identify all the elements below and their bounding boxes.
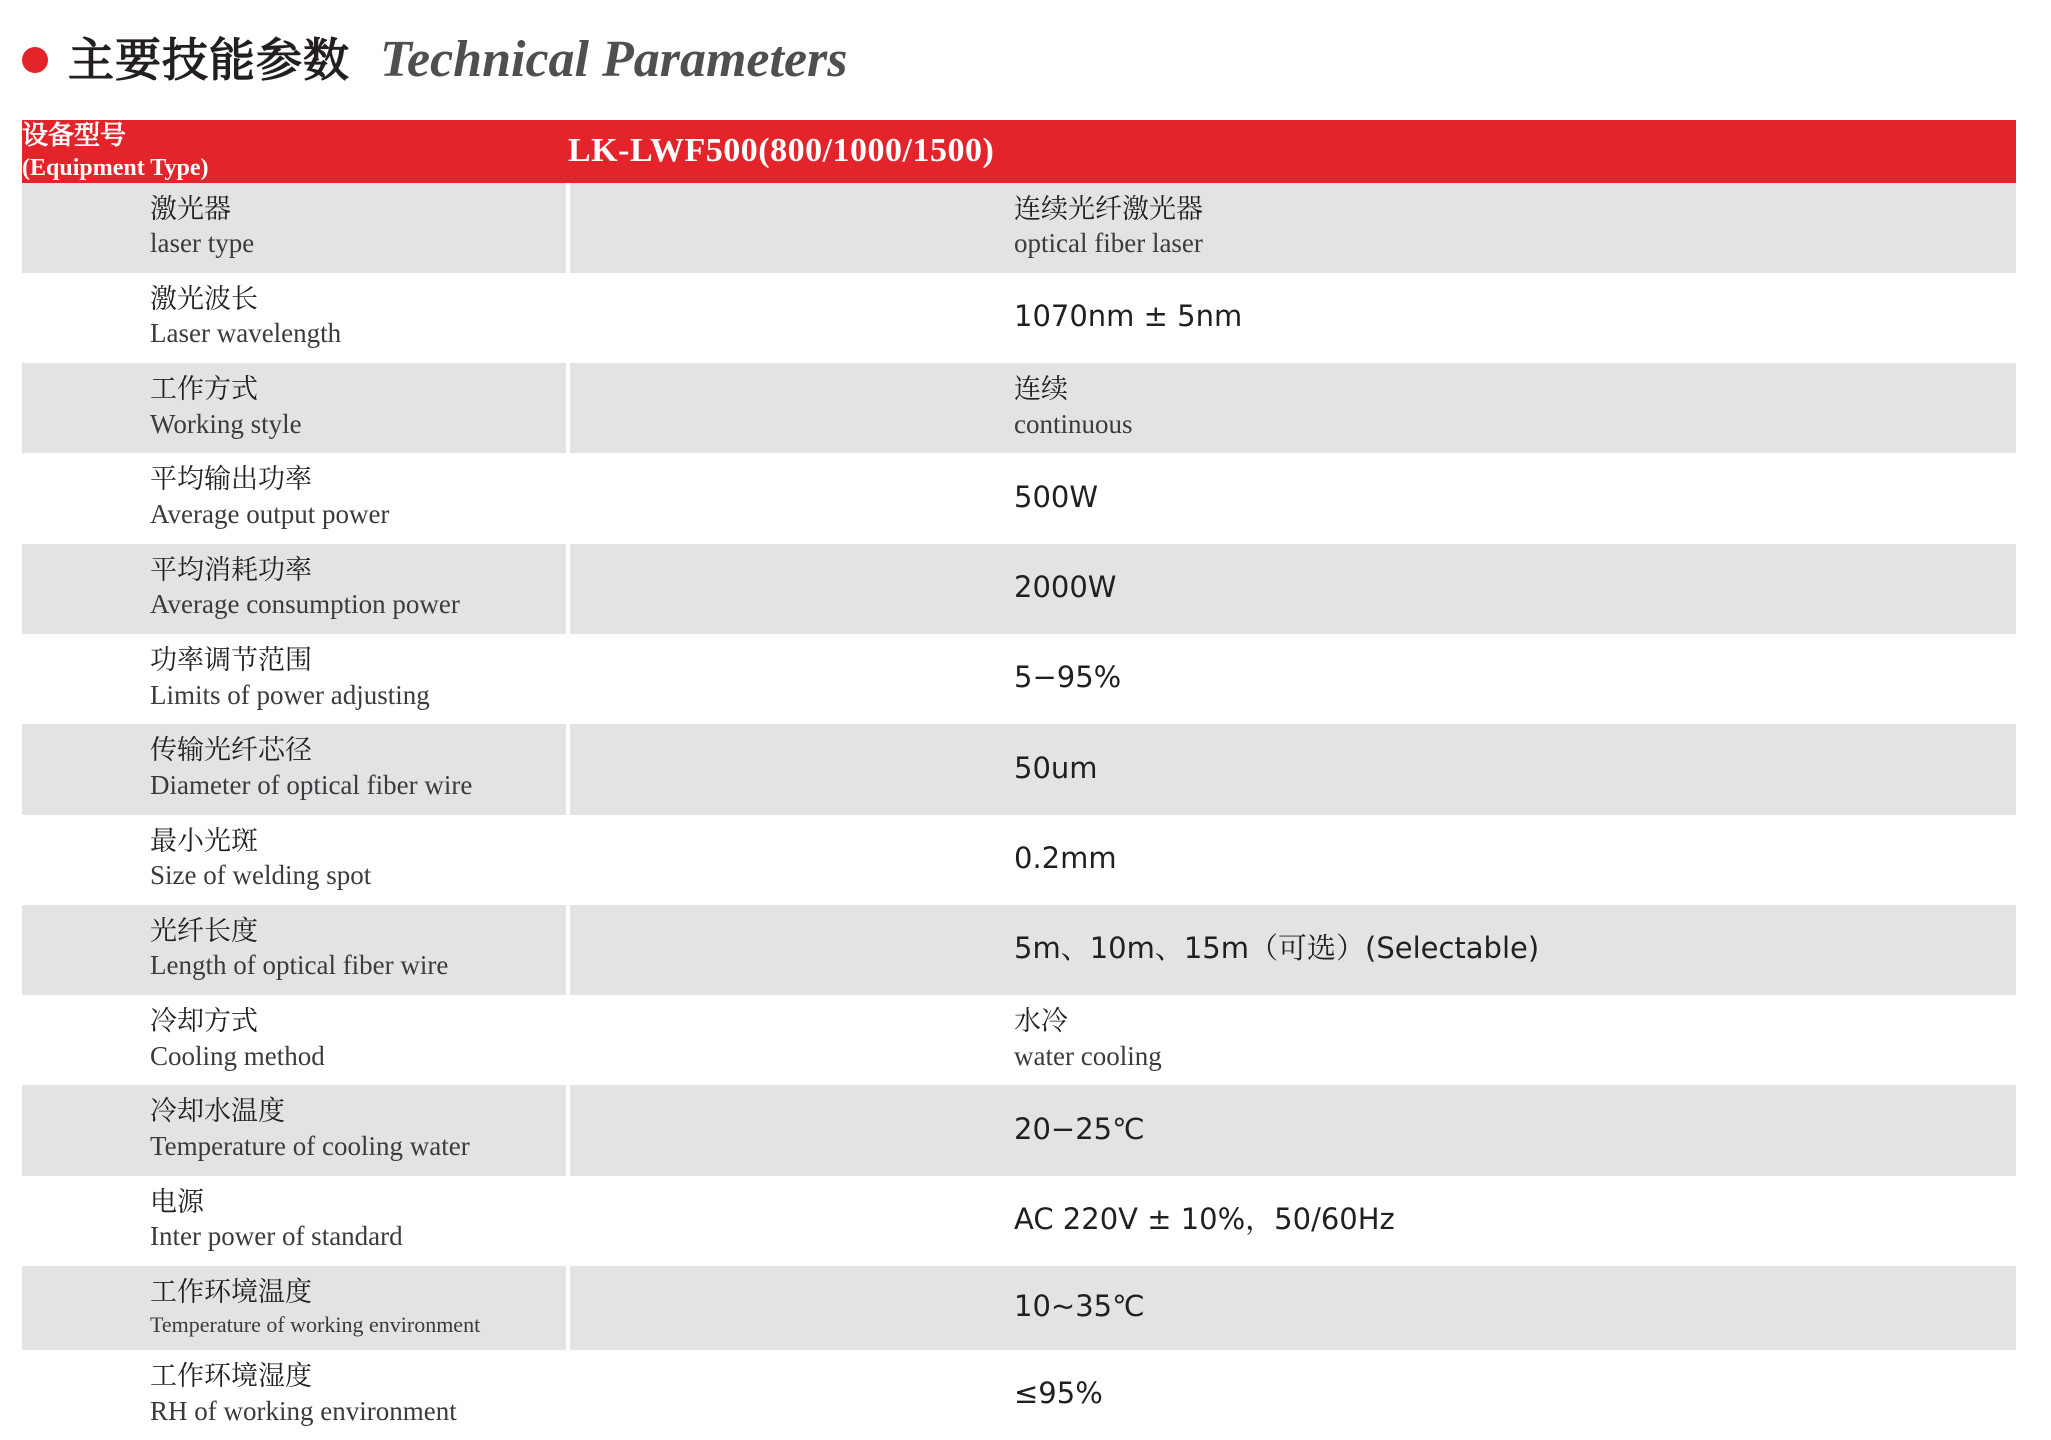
row-label-cell <box>22 634 568 724</box>
row-label-en: laser type <box>150 228 255 259</box>
table-row <box>22 1176 2016 1266</box>
table-row <box>22 905 2016 995</box>
table-row <box>22 1266 2016 1350</box>
row-value-cell <box>568 453 2016 543</box>
row-value: 20−25℃ <box>1014 1111 1145 1146</box>
row-label-cell <box>22 724 568 814</box>
row-label-cell <box>22 363 568 453</box>
row-label-cell <box>22 183 568 273</box>
row-label-cn: 最小光斑 <box>150 825 258 857</box>
row-label-en: RH of working environment <box>150 1395 457 1426</box>
row-value-en: water cooling <box>1014 1040 1162 1071</box>
bullet-dot-icon <box>22 47 48 73</box>
row-label-en: Working style <box>150 408 302 439</box>
table-row <box>22 273 2016 363</box>
row-label-cell <box>22 815 568 905</box>
row-label-cell <box>22 453 568 543</box>
row-value-cell <box>568 724 2016 814</box>
row-label-cell <box>22 1266 568 1350</box>
header-label-en: (Equipment Type) <box>22 154 209 181</box>
row-value-cell <box>568 1176 2016 1266</box>
header-label-cn: 设备型号 <box>22 121 127 151</box>
row-label-cn: 电源 <box>150 1186 204 1218</box>
page-title-en: Technical Parameters <box>380 31 848 88</box>
row-value-cell <box>568 1350 2016 1440</box>
row-label-cn: 光纤长度 <box>150 915 258 947</box>
row-label-cn: 传输光纤芯径 <box>150 735 312 767</box>
row-value: ≤95% <box>1014 1376 1103 1411</box>
row-value-cell <box>568 995 2016 1085</box>
header-model-cell: LK-LWF500(800/1000/1500) <box>568 120 2016 183</box>
row-label-cell <box>22 1176 568 1266</box>
row-label-cell <box>22 273 568 363</box>
row-value-cell <box>568 905 2016 995</box>
row-label-en: Laser wavelength <box>150 318 342 349</box>
table-row <box>22 1350 2016 1440</box>
row-value: 2000W <box>1014 569 1117 604</box>
row-label-cell <box>22 1350 568 1440</box>
row-value-en: continuous <box>1014 408 1133 439</box>
row-label-cn: 平均消耗功率 <box>150 554 312 586</box>
row-label-cell <box>22 995 568 1085</box>
row-value-cell <box>568 634 2016 724</box>
row-label-cn: 平均输出功率 <box>150 464 312 496</box>
row-label-en: Temperature of working environment <box>150 1311 481 1337</box>
row-label-en: Temperature of cooling water <box>150 1131 470 1162</box>
row-value: 500W <box>1014 479 1099 514</box>
table-row <box>22 363 2016 453</box>
table-header-row <box>22 120 2016 183</box>
row-value-cell <box>568 1085 2016 1175</box>
row-label-en: Size of welding spot <box>150 860 372 891</box>
row-label-cn: 工作环境温度 <box>150 1277 312 1309</box>
row-label-cn: 工作环境湿度 <box>150 1361 312 1393</box>
row-value-cn: 水冷 <box>1014 1006 1068 1038</box>
table-row <box>22 453 2016 543</box>
row-value-cell <box>568 1266 2016 1350</box>
row-value-cn: 连续 <box>1014 374 1068 406</box>
page-title-cn: 主要技能参数 <box>68 33 350 87</box>
header-equipment-type-cell <box>22 120 568 183</box>
row-label-en: Limits of power adjusting <box>150 679 430 710</box>
row-label-cell <box>22 544 568 634</box>
parameters-table <box>22 120 2016 1440</box>
table-row <box>22 995 2016 1085</box>
page-heading <box>0 0 2051 92</box>
row-value: AC 220V ± 10%，50/60Hz <box>1014 1202 1395 1237</box>
row-value-cell <box>568 363 2016 453</box>
table-row <box>22 183 2016 273</box>
row-value-cell <box>568 273 2016 363</box>
table-row <box>22 815 2016 905</box>
table-row <box>22 1085 2016 1175</box>
row-value: 5m、10m、15m（可选）(Selectable) <box>1014 931 1540 966</box>
row-value: 10~35℃ <box>1014 1289 1145 1324</box>
row-value: 0.2mm <box>1014 840 1117 875</box>
row-value-cell <box>568 183 2016 273</box>
row-label-cn: 激光器 <box>150 193 231 225</box>
row-label-en: Length of optical fiber wire <box>150 950 449 981</box>
table-row <box>22 634 2016 724</box>
row-label-en: Average output power <box>150 498 390 529</box>
row-value: 50um <box>1014 750 1098 785</box>
row-label-en: Inter power of standard <box>150 1221 403 1252</box>
row-label-cn: 激光波长 <box>150 283 258 315</box>
row-value-cell <box>568 815 2016 905</box>
row-label-cell <box>22 905 568 995</box>
row-value-cn: 连续光纤激光器 <box>1014 193 1203 225</box>
row-value-en: optical fiber laser <box>1014 228 1203 259</box>
row-label-en: Diameter of optical fiber wire <box>150 769 473 800</box>
row-label-cn: 工作方式 <box>150 374 258 406</box>
row-label-cn: 冷却方式 <box>150 1006 258 1038</box>
row-label-cell <box>22 1085 568 1175</box>
row-label-cn: 冷却水温度 <box>150 1096 285 1128</box>
parameters-table-wrapper <box>22 120 2016 1440</box>
row-label-en: Average consumption power <box>150 589 460 620</box>
row-label-cn: 功率调节范围 <box>150 644 312 676</box>
row-value: 5−95% <box>1014 660 1122 695</box>
table-row <box>22 724 2016 814</box>
row-label-en: Cooling method <box>150 1040 325 1071</box>
table-row <box>22 544 2016 634</box>
row-value: 1070nm ± 5nm <box>1014 299 1243 334</box>
row-value-cell <box>568 544 2016 634</box>
